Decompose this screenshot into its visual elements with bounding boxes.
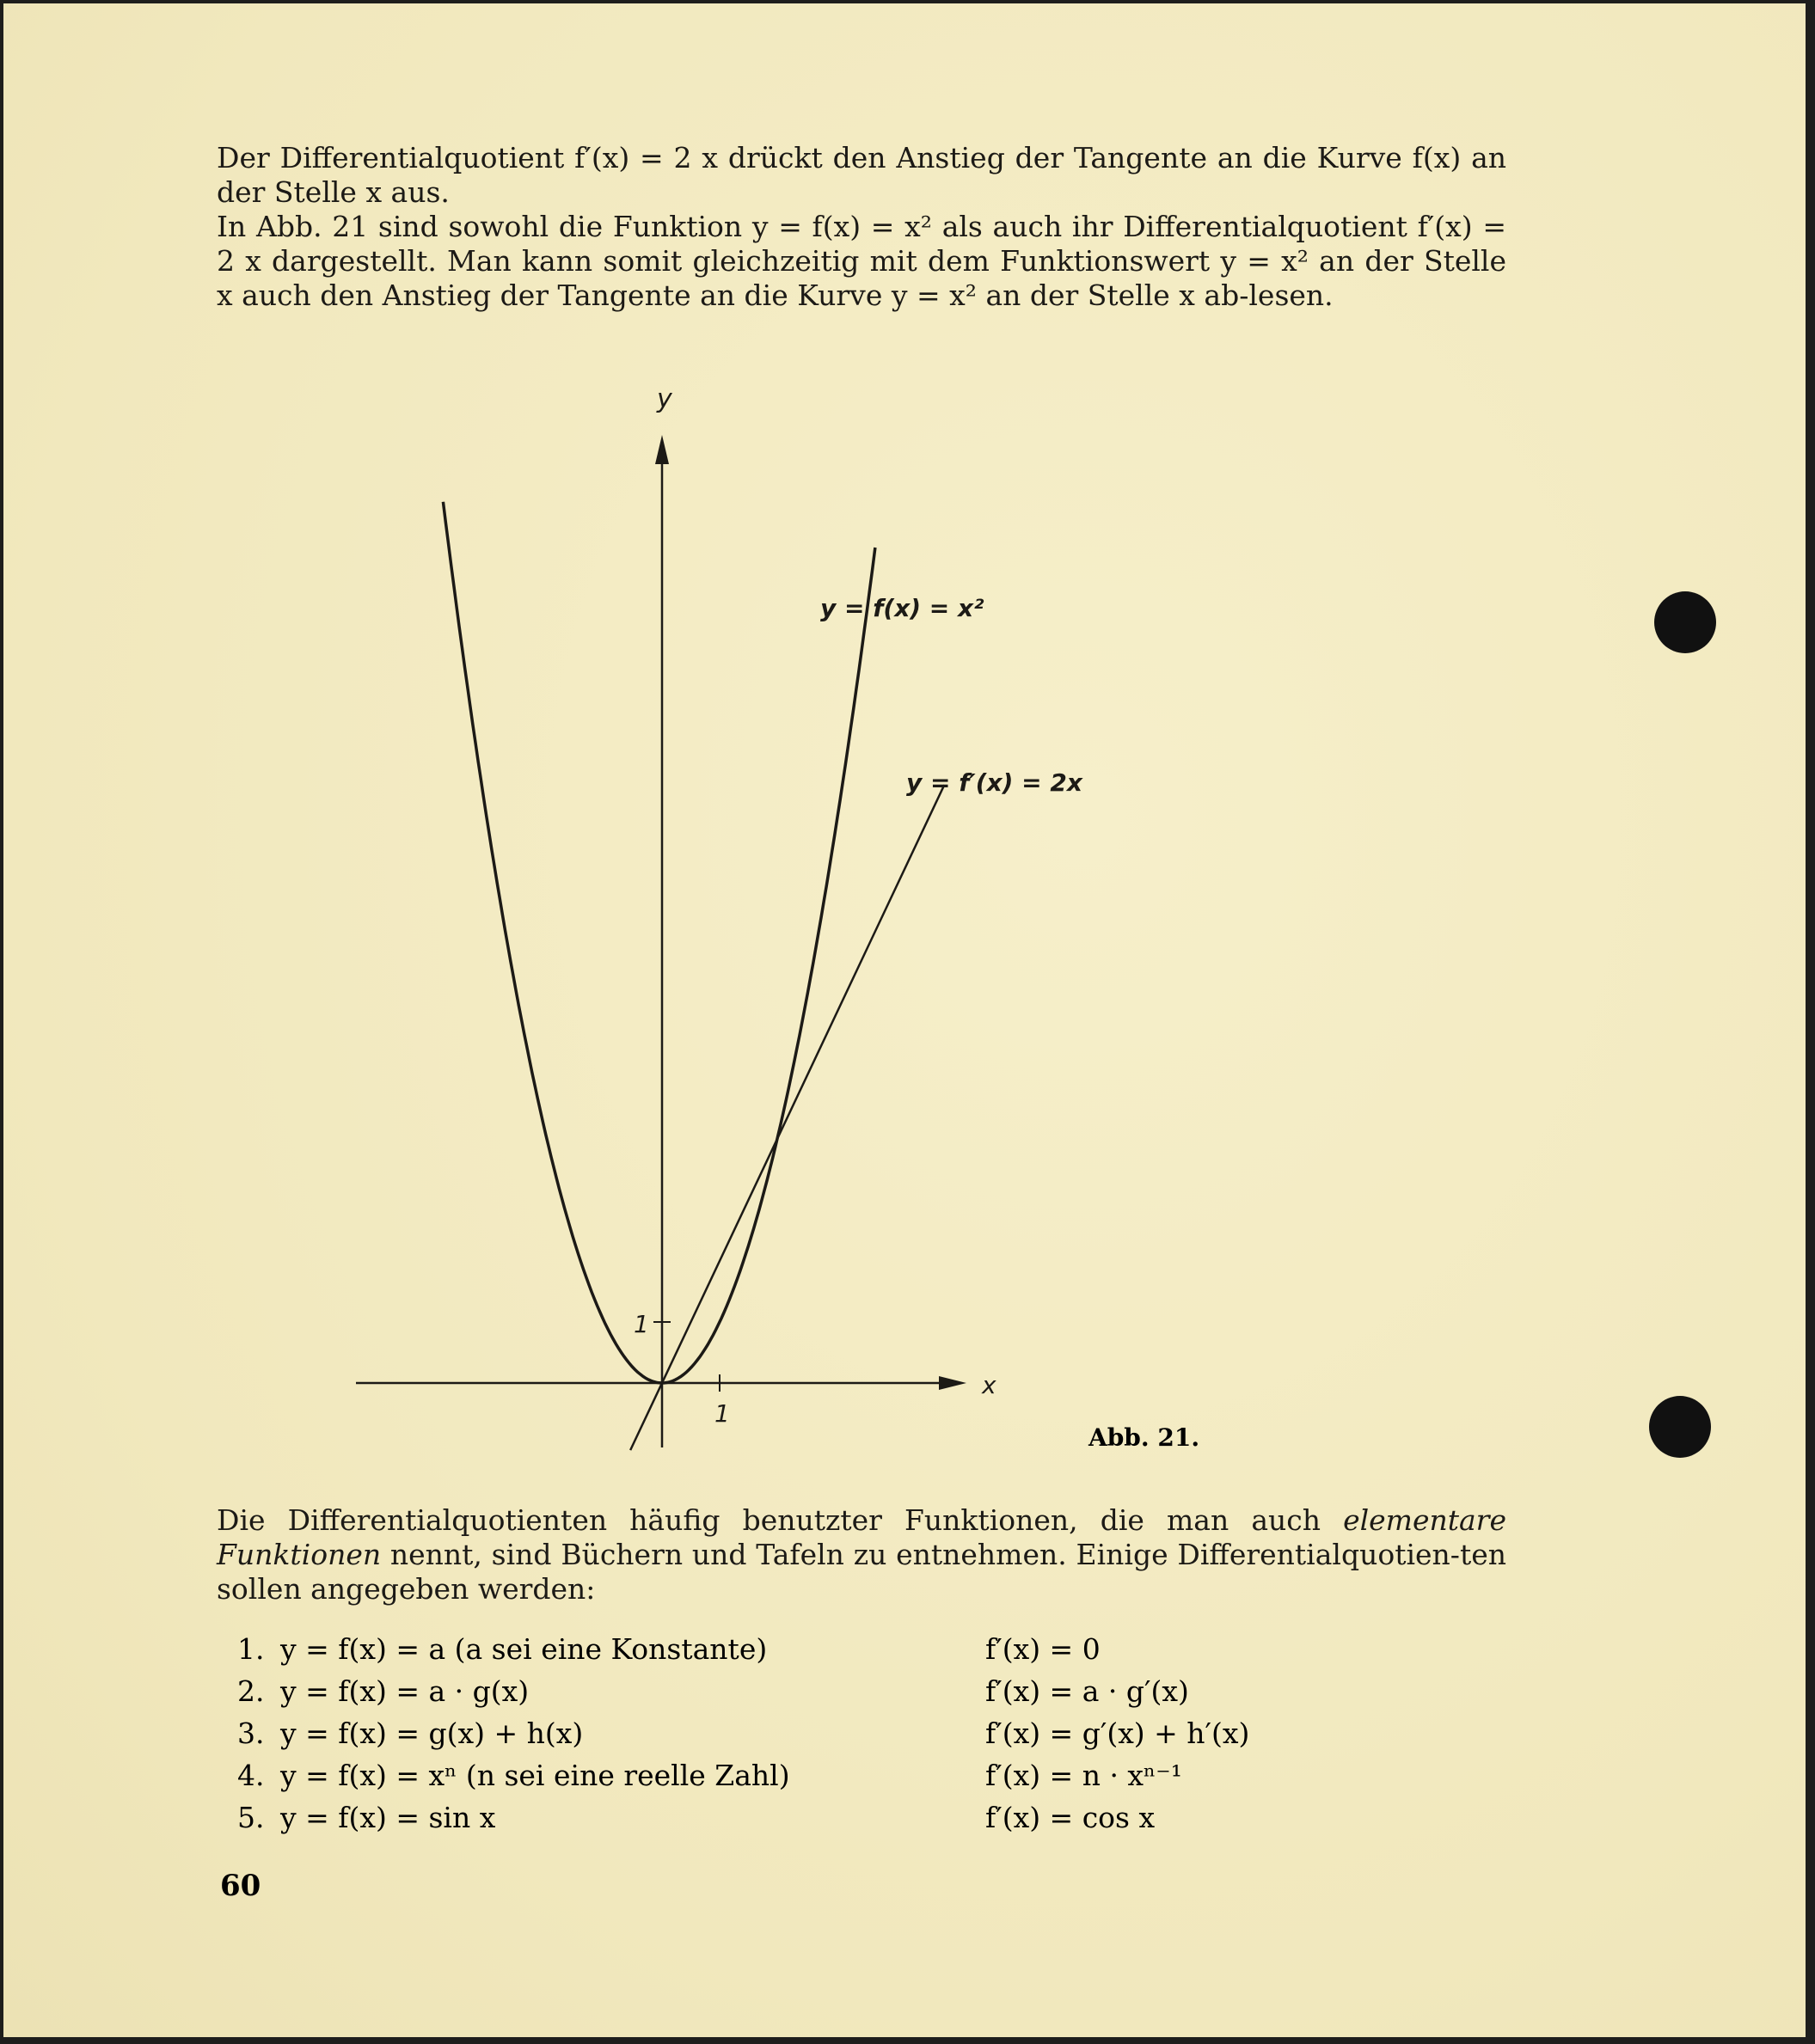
formula-lhs: y = f(x) = g(x) + h(x) bbox=[280, 1717, 584, 1750]
intro-paragraph-1: Der Differentialquotient f′(x) = 2 x drückt den Anstieg der Tangente an die Kurve f(x) an der Stelle x aus. bbox=[217, 141, 1506, 209]
parabola-curve bbox=[443, 502, 875, 1383]
formula-rhs: f′(x) = n · xⁿ⁻¹ bbox=[985, 1759, 1182, 1792]
formula-number: 5. bbox=[237, 1801, 265, 1834]
formula-lhs: y = f(x) = a (a sei eine Konstante) bbox=[280, 1632, 768, 1666]
derivative-line bbox=[630, 785, 944, 1450]
x-axis-arrow bbox=[939, 1376, 966, 1390]
formula-lhs: y = f(x) = sin x bbox=[280, 1801, 496, 1834]
figure-21 bbox=[3, 3, 1806, 2037]
body-text bbox=[217, 1503, 1506, 1606]
parabola-label: y = f(x) = x² bbox=[820, 594, 984, 622]
formula-rhs: f′(x) = cos x bbox=[985, 1801, 1156, 1834]
formula-number: 1. bbox=[237, 1632, 265, 1666]
intro-paragraph-2: In Abb. 21 sind sowohl die Funktion y = f(x) = x² als auch ihr Differentialquotient f′(x) = 2 x dargestellt. Man kann somit gleichzeitig mit dem Funktionswert y = x² an der Stelle x auch den Anstieg der Tangente an die Kurve y = x² an der Stelle x ab-lesen. bbox=[217, 210, 1506, 312]
x-axis-label: x bbox=[982, 1371, 996, 1399]
binder-hole-top bbox=[1654, 591, 1716, 653]
formula-number: 3. bbox=[237, 1717, 265, 1750]
binder-hole-bottom bbox=[1649, 1396, 1711, 1458]
y-tick-label: 1 bbox=[634, 1310, 649, 1338]
book-page bbox=[3, 3, 1806, 2037]
x-tick-label: 1 bbox=[714, 1399, 730, 1428]
y-axis-arrow bbox=[655, 435, 669, 464]
formula-rhs: f′(x) = g′(x) + h′(x) bbox=[985, 1717, 1250, 1750]
axes bbox=[356, 435, 966, 1447]
formula-lhs: y = f(x) = a · g(x) bbox=[280, 1674, 530, 1708]
figure-caption: Abb. 21. bbox=[1088, 1423, 1200, 1452]
body-text-emphasis: elementare Funktionen bbox=[217, 1503, 1506, 1571]
body-text-before: Die Differentialquotienten häufig benutzter Funktionen, die man auch bbox=[217, 1503, 1344, 1537]
formula-number: 4. bbox=[237, 1759, 265, 1792]
formula-rhs: f′(x) = a · g′(x) bbox=[985, 1674, 1189, 1708]
y-axis-label: y bbox=[657, 384, 672, 414]
body-text-after: nennt, sind Büchern und Tafeln zu entnehmen. Einige Differentialquotien-ten sollen angegeben werden: bbox=[217, 1538, 1506, 1606]
page-number: 60 bbox=[220, 1869, 261, 1903]
derivative-label: y = f′(x) = 2x bbox=[906, 768, 1082, 797]
formula-lhs: y = f(x) = xⁿ (n sei eine reelle Zahl) bbox=[280, 1759, 790, 1792]
formula-rhs: f′(x) = 0 bbox=[985, 1632, 1101, 1666]
formula-number: 2. bbox=[237, 1674, 265, 1708]
